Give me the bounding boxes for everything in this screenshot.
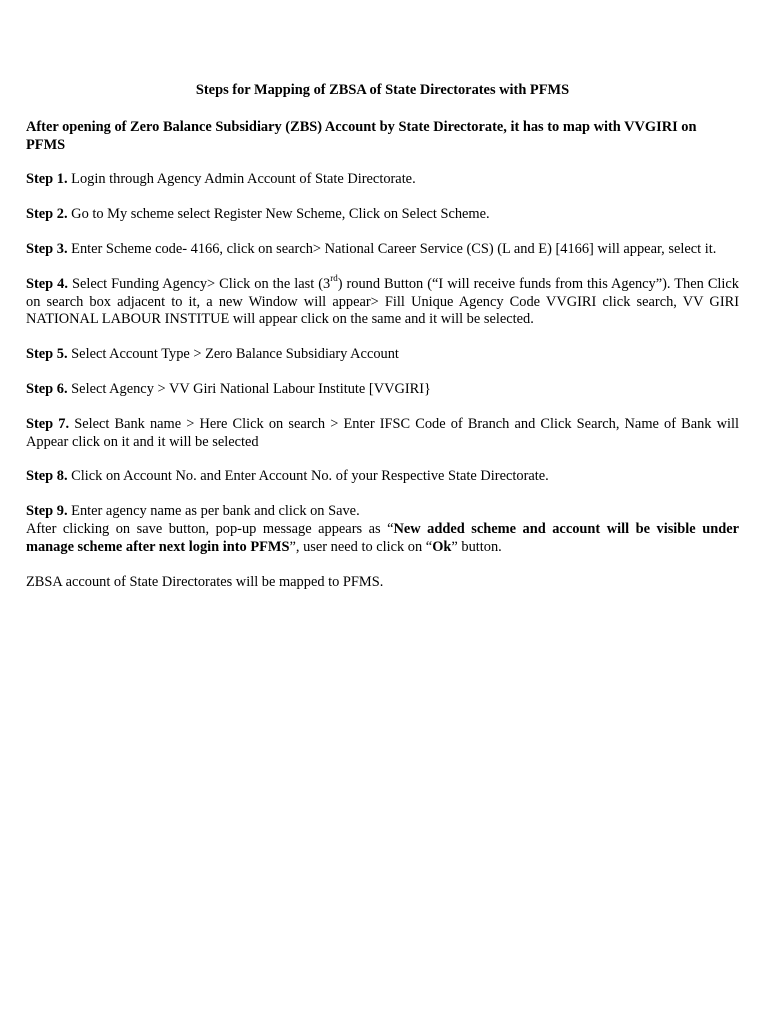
intro-paragraph: After opening of Zero Balance Subsidiary (ZBS) Account by State Directorate, it has to map with VVGIRI on PFMS: [26, 118, 697, 153]
step-4-label: Step 4.: [26, 275, 68, 292]
step-6-text: Select Agency > VV Giri National Labour Institute [VVGIRI}: [67, 380, 431, 397]
step-9-label: Step 9.: [26, 503, 68, 520]
document-title: Steps for Mapping of ZBSA of State Directorates with PFMS: [195, 82, 570, 98]
after-save-part3: ” button.: [451, 538, 502, 555]
step-6: [26, 381, 739, 399]
after-save-part1: After clicking on save button, pop-up message appears as “: [26, 520, 394, 537]
step-8: [26, 468, 739, 486]
step-9-text: Enter agency name as per bank and click on Save.: [67, 503, 360, 520]
step-6-label: Step 6.: [26, 380, 68, 397]
after-save-part2: ”, user need to click on “: [289, 538, 433, 555]
step-4-text-after: ) round Button (“I will receive funds from this Agency”). Then Click on search box adjacent to it, a new Window will appear> Fill Unique Agency Code VVGIRI click search, VV GIRI NATIONAL LABOUR INSTITUE will appear click on the same and it will be selected.: [26, 275, 739, 328]
step-1-label: Step 1.: [26, 171, 68, 188]
step-5-label: Step 5.: [26, 346, 68, 363]
step-2-label: Step 2.: [26, 206, 68, 223]
step-4-text-before: Select Funding Agency> Click on the last (3: [67, 275, 331, 292]
step-1-text: Login through Agency Admin Account of State Directorate.: [67, 171, 416, 188]
step-5: [26, 346, 739, 364]
step-2-text: Go to My scheme select Register New Scheme, Click on Select Scheme.: [67, 206, 490, 223]
step-4-superscript: rd: [330, 272, 338, 283]
conclusion-paragraph: ZBSA account of State Directorates will be mapped to PFMS.: [26, 573, 384, 590]
step-8-text: Click on Account No. and Enter Account No. of your Respective State Directorate.: [67, 468, 549, 485]
after-save-paragraph: [26, 521, 739, 557]
step-7: [26, 416, 739, 452]
step-8-label: Step 8.: [26, 468, 68, 485]
step-3-text: Enter Scheme code- 4166, click on search> National Career Service (CS) (L and E) [4166] will appear, select it.: [67, 240, 717, 257]
step-3-label: Step 3.: [26, 240, 68, 257]
popup-message-text: New added scheme and account will be visible under manage scheme after next login into PFMS: [26, 520, 739, 555]
document-page: [26, 82, 739, 608]
step-5-text: Select Account Type > Zero Balance Subsidiary Account: [67, 346, 399, 363]
step-2: [26, 206, 739, 224]
step-1: [26, 171, 739, 189]
ok-button-text: Ok: [432, 538, 452, 555]
step-7-label: Step 7.: [26, 415, 70, 432]
step-3: [26, 241, 739, 259]
step-4: [26, 272, 739, 329]
step-7-text: Select Bank name > Here Click on search > Enter IFSC Code of Branch and Click Search, Name of Bank will Appear click on it and it will be selected: [26, 415, 739, 450]
step-9: [26, 503, 739, 521]
